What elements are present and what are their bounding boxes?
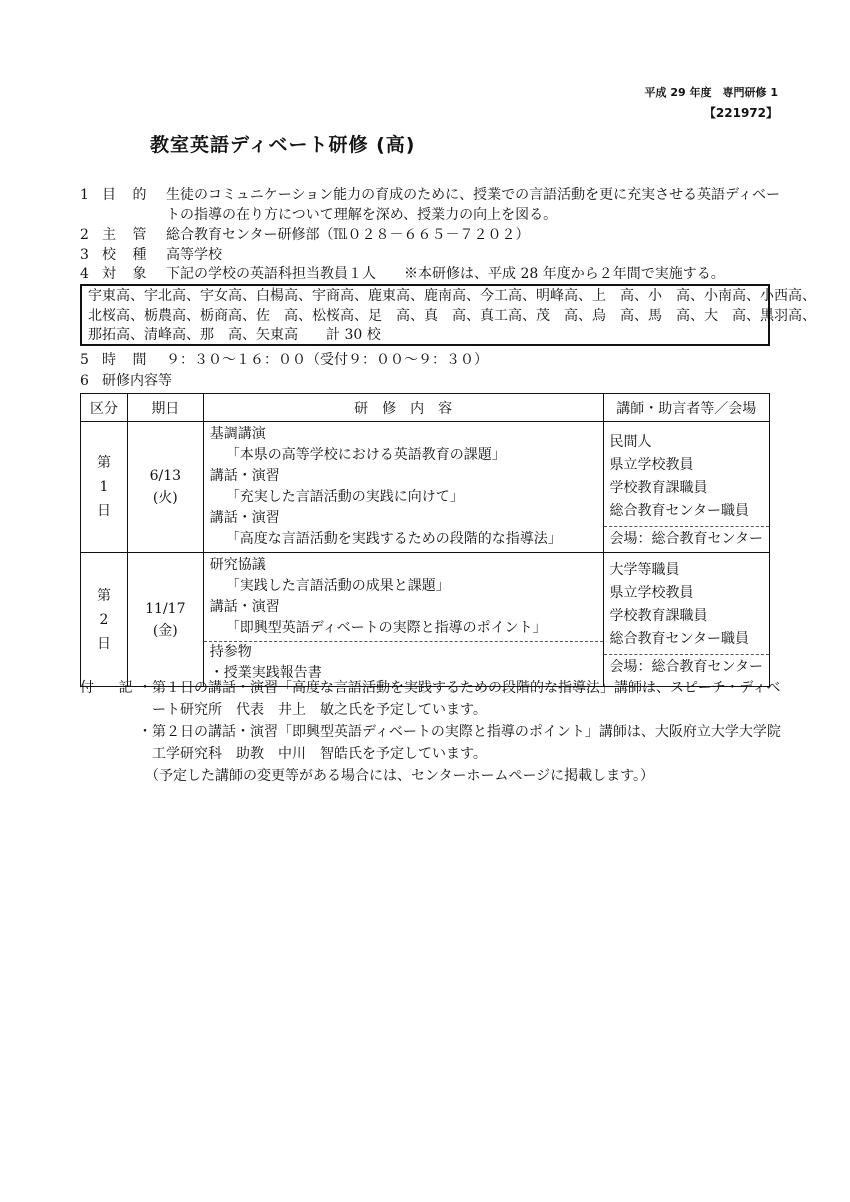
section-text: 総合教育センター研修部（℡０２８－６６５－７２０２） [166, 227, 530, 243]
instructor-item: 学校教育課職員 [609, 608, 708, 624]
section-school-type [80, 246, 222, 265]
day-label-char: 第 [96, 587, 111, 604]
section-number: 5 [80, 352, 89, 368]
instructor-item: 大学等職員 [609, 562, 680, 578]
day-label-char: 2 [99, 611, 109, 628]
section-text: 生徒のコミュニケーション能力の育成のために、授業での言語活動を更に充実させる英語ディベー [166, 187, 781, 203]
weekday: (火) [152, 490, 178, 506]
instructor-item: 総合教育センター職員 [609, 503, 749, 519]
instructor-item: 民間人 [609, 434, 652, 450]
instructor-item: 総合教育センター職員 [609, 631, 749, 647]
section-time [80, 351, 488, 370]
header-content: 研 修 内 容 [203, 394, 603, 422]
note-line: ・第１日の講話・演習「高度な言語活動を実践するための段階的な指導法」講師は、スピーチ・ディベ [138, 680, 781, 696]
weekday: (金) [152, 622, 178, 639]
notes-section [80, 677, 781, 787]
instructor-item: 学校教育課職員 [609, 480, 708, 496]
section-content [80, 372, 172, 391]
content-topic: 「充実した言語活動の実践に向けて」 [225, 489, 464, 505]
note-line: （予定した講師の変更等がある場合には、センターホームページに掲載します。） [138, 768, 655, 784]
header-division: 区分 [81, 394, 128, 422]
content-heading: 講話・演習 [209, 468, 280, 484]
date-value: 6/13 [149, 468, 182, 484]
section-target [80, 265, 725, 284]
date-cell [127, 553, 203, 687]
table-row-day1 [81, 422, 770, 553]
school-list-line: 那拓高、清峰高、那 高、矢東高 計 30 校 [88, 327, 381, 343]
program-table [80, 393, 770, 687]
course-code: 【221972】 [703, 106, 778, 120]
section-number: 1 [80, 187, 89, 203]
day-label-char: 日 [96, 503, 111, 519]
content-heading: 講話・演習 [209, 510, 280, 526]
note-line: 工学研究科 助教 中川 智皓氏を予定しています。 [138, 746, 487, 762]
instructor-cell [603, 553, 769, 687]
school-list-line: 北桜高、栃農高、栃商高、佐 高、松桜高、足 高、真 高、真工高、茂 高、烏 高、馬 高、大 高、黒羽高、 [88, 307, 816, 324]
content-cell [203, 422, 603, 553]
note-line: ・第２日の講話・演習「即興型英語ディベートの実際と指導のポイント」講師は、大阪府立大学大学院 [138, 724, 781, 740]
day-label [81, 422, 128, 553]
venue-label: 会場：総合教育センター [604, 654, 769, 679]
section-text: ９：３０～１６：００（受付９：００～９：３０） [166, 352, 488, 368]
section-number: 4 [80, 266, 89, 282]
section-text: 研修内容等 [102, 373, 172, 389]
day-label [81, 553, 128, 687]
school-list-line: 宇東高、宇北高、宇女高、白楊高、宇商高、鹿東高、鹿南高、今工高、明峰高、上 高、小 高、小南高、小西高、 [88, 288, 816, 304]
instructor-item: 県立学校教員 [609, 457, 694, 473]
section-label: 目 的 [102, 187, 153, 203]
section-text: 高等学校 [166, 247, 222, 263]
table-header-row [81, 394, 770, 422]
section-organizer [80, 226, 529, 245]
section-label: 対 象 [102, 266, 153, 282]
section-label: 時 間 [102, 352, 153, 368]
content-heading: 持参物 [209, 644, 252, 660]
date-value: 11/17 [145, 600, 186, 617]
content-topic: 「即興型英語ディベートの実際と指導のポイント」 [225, 620, 547, 636]
content-cell [203, 553, 603, 687]
content-heading: 基調講演 [209, 426, 266, 442]
content-topic: 「実践した言語活動の成果と課題」 [225, 578, 450, 594]
day-label-char: 1 [99, 479, 109, 495]
section-label: 主 管 [102, 227, 153, 243]
course-year-label: 平成 29 年度 専門研修 1 [644, 86, 778, 99]
section-number: 3 [80, 247, 89, 263]
content-heading: 講話・演習 [209, 599, 280, 615]
day-label-char: 第 [96, 455, 111, 471]
content-topic: 「本県の高等学校における英語教育の課題」 [225, 447, 506, 463]
section-text: 下記の学校の英語科担当教員１人 ※本研修は、平成 28 年度から２年間で実施する。 [166, 266, 725, 282]
section-number: 6 [80, 373, 89, 389]
date-cell [127, 422, 203, 553]
table-row-day2 [81, 553, 770, 687]
header-instructors: 講師・助言者等／会場 [603, 394, 769, 422]
content-topic: 「高度な言語活動を実践するための段階的な指導法」 [225, 531, 562, 547]
content-item: ・授業実践報告書 [209, 665, 322, 681]
header-date: 期日 [127, 394, 203, 422]
instructor-item: 県立学校教員 [609, 585, 694, 601]
day-label-char: 日 [96, 635, 111, 652]
school-list-box [80, 284, 816, 346]
instructor-cell [603, 422, 769, 553]
content-heading: 研究協議 [209, 557, 266, 573]
note-line: ート研究所 代表 井上 敏之氏を予定しています。 [138, 702, 487, 718]
venue-label: 会場：総合教育センター [604, 526, 769, 551]
section-number: 2 [80, 227, 89, 243]
section-text-continued: トの指導の在り方について理解を深め、授業力の向上を図る。 [166, 207, 558, 223]
section-purpose [80, 186, 780, 205]
notes-label: 付 記 [80, 680, 143, 696]
section-label: 校 種 [102, 247, 153, 263]
page-title: 教室英語ディベート研修 (高) [150, 134, 416, 156]
